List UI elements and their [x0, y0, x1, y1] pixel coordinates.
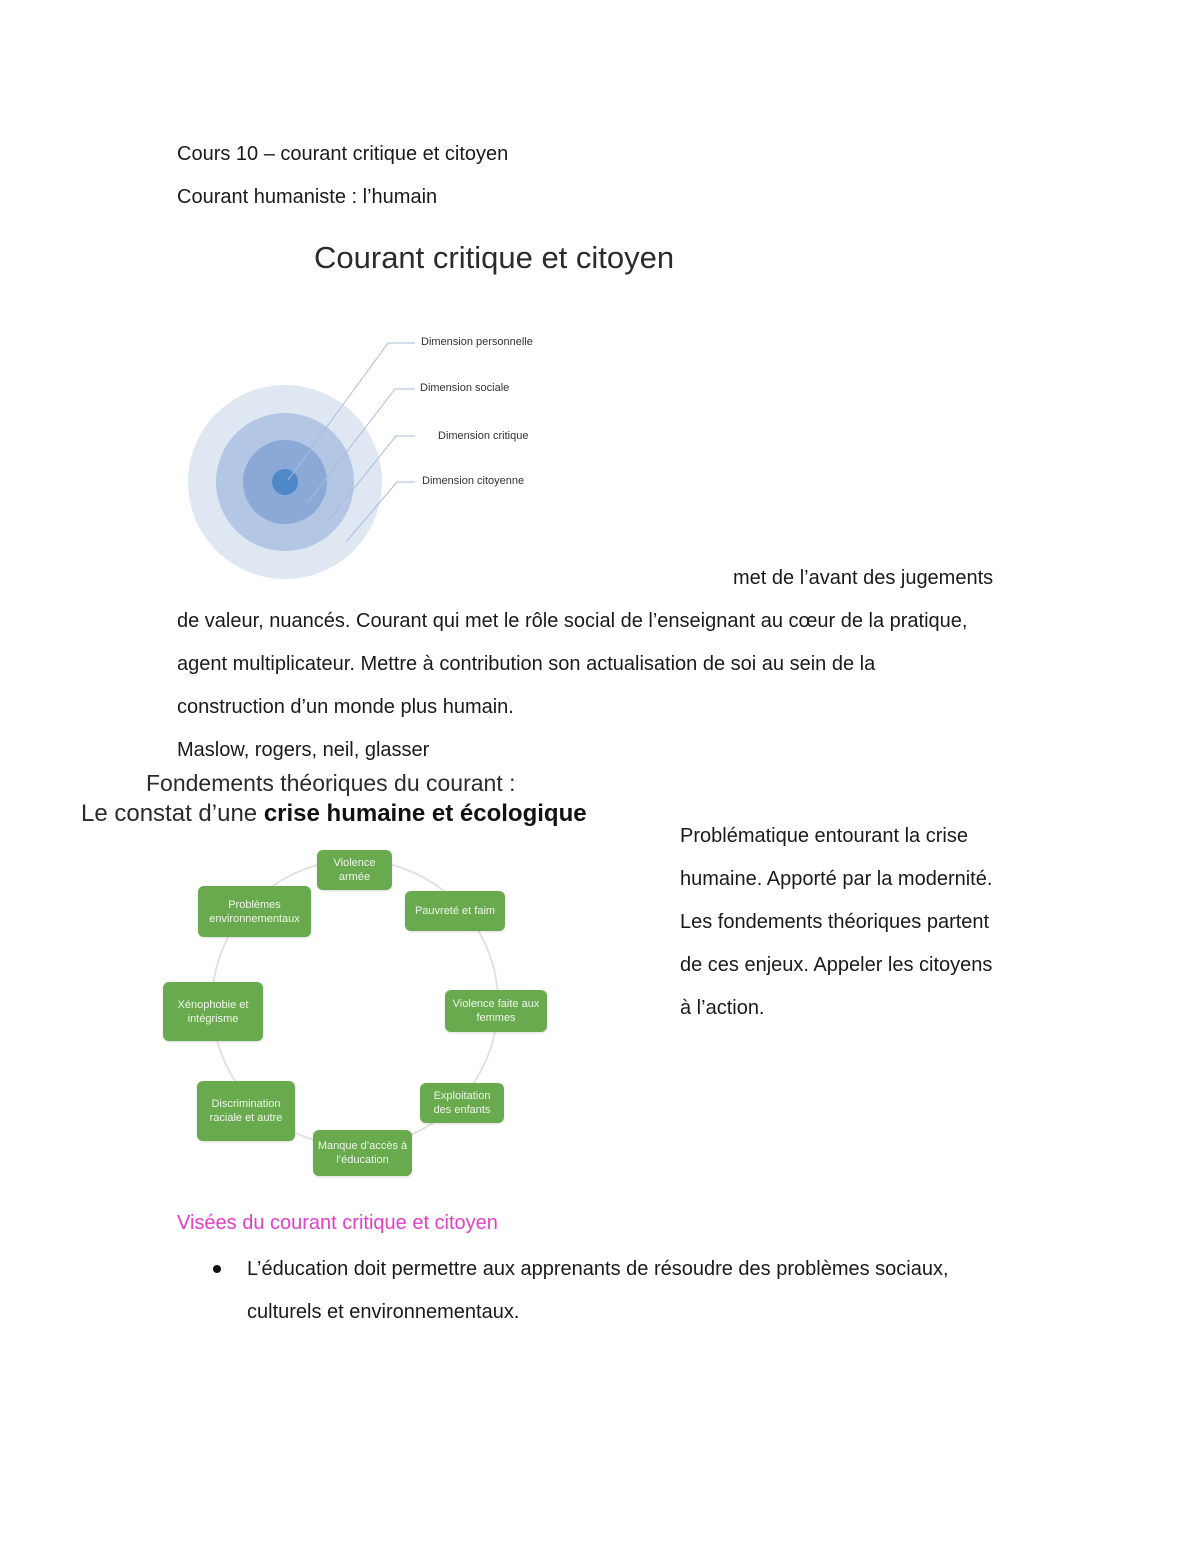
label-dimension-critique: Dimension critique [438, 430, 529, 442]
label-dimension-personnelle: Dimension personnelle [421, 336, 533, 348]
node-problemes-environnementaux: Problèmes environnementaux [198, 886, 311, 937]
node-manque-education: Manque d’accès à l’éducation [313, 1130, 412, 1176]
bullet-item-line1: L’éducation doit permettre aux apprenants de résoudre des problèmes sociaux, [247, 1258, 949, 1280]
bullet-item-line2: culturels et environnementaux. [247, 1301, 520, 1323]
figure2-title-prefix: Le constat d’une [81, 800, 264, 827]
paragraph1 [177, 600, 967, 729]
side-paragraph-line3: Les fondements théoriques partent [680, 911, 990, 933]
node-violence-armee: Violence armée [317, 850, 392, 890]
side-paragraph [680, 815, 992, 1030]
figure2-title-bold: crise humaine et écologique [263, 800, 587, 827]
node-violence-femmes: Violence faite aux femmes [445, 990, 547, 1032]
section-heading: Visées du courant critique et citoyen [177, 1212, 498, 1234]
node-discrimination: Discrimination raciale et autre [197, 1081, 295, 1141]
paragraph1-line2: de valeur, nuancés. Courant qui met le rôle social de l’enseignant au cœur de la pratique, [177, 610, 968, 632]
side-paragraph-line4: de ces enjeux. Appeler les citoyens [680, 954, 993, 976]
node-exploitation-enfants: Exploitation des enfants [420, 1083, 504, 1123]
paragraph1-line3: agent multiplicateur. Mettre à contribution son actualisation de soi au sein de la [177, 653, 876, 675]
authors-line: Maslow, rogers, neil, glasser [177, 739, 430, 761]
ring-personnelle [272, 469, 298, 495]
figure2-title-line1: Fondements théoriques du courant : [146, 770, 516, 796]
label-dimension-citoyenne: Dimension citoyenne [422, 475, 525, 487]
figure1-title: Courant critique et citoyen [314, 240, 675, 275]
node-xenophobie: Xénophobie et intégrisme [163, 982, 263, 1041]
label-dimension-sociale: Dimension sociale [420, 382, 510, 394]
paragraph1-line1: met de l’avant des jugements [733, 567, 994, 589]
paragraph1-line4: construction d’un monde plus humain. [177, 696, 514, 718]
figure2-title-line2 [81, 800, 587, 828]
node-pauvrete-faim: Pauvreté et faim [405, 891, 505, 931]
document-subtitle: Courant humaniste : l’humain [177, 186, 438, 208]
side-paragraph-line2: humaine. Apporté par la modernité. [680, 868, 993, 890]
bullet-icon [213, 1265, 221, 1273]
side-paragraph-line5: à l’action. [680, 997, 765, 1019]
document-title: Cours 10 – courant critique et citoyen [177, 143, 509, 165]
concentric-rings-diagram [180, 320, 560, 585]
side-paragraph-line1: Problématique entourant la crise [680, 825, 968, 847]
bullet-item [247, 1248, 949, 1334]
